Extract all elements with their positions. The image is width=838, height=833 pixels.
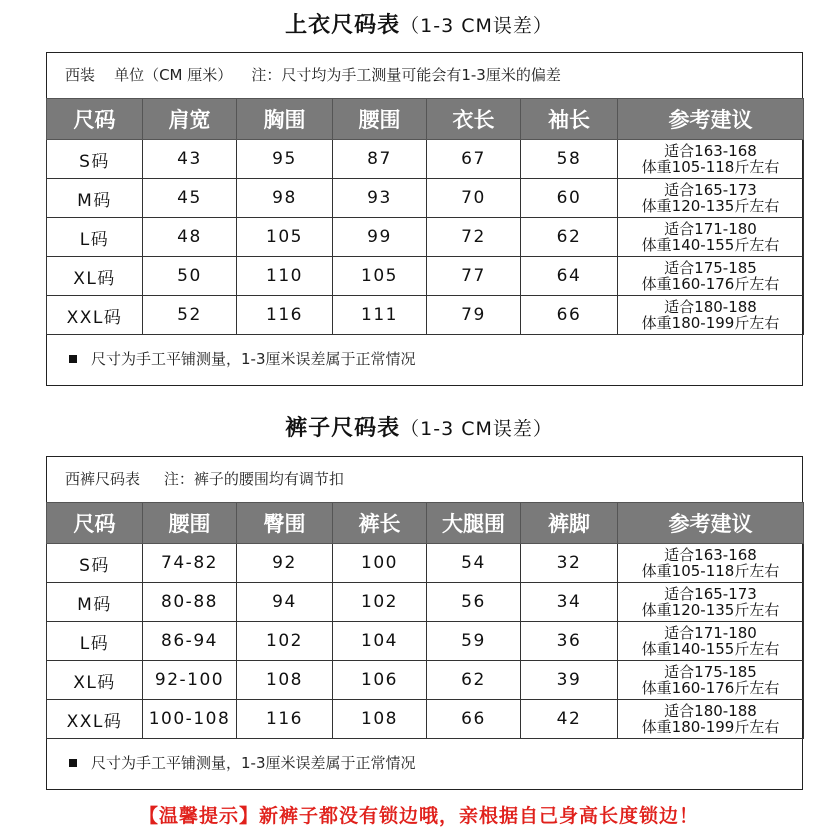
pants-title-text: 裤子尺码表 [285, 416, 401, 441]
value-cell: 54 [427, 544, 521, 583]
value-cell: 102 [237, 622, 333, 661]
value-cell: 66 [521, 296, 618, 335]
bullet-square-icon [69, 355, 77, 363]
value-cell: 108 [237, 661, 333, 700]
warm-tip: 【温馨提示】新裤子都没有锁边哦，亲根据自己身高长度锁边！ [138, 805, 699, 827]
value-cell: 34 [521, 583, 618, 622]
size-cell: L码 [47, 218, 143, 257]
header-sleeve: 袖长 [521, 99, 618, 140]
value-cell: 105 [237, 218, 333, 257]
table-row [47, 700, 804, 739]
table-row [47, 661, 804, 700]
advice-cell [618, 140, 804, 179]
header-shoulder: 肩宽 [143, 99, 237, 140]
value-cell: 79 [427, 296, 521, 335]
jacket-footnote [47, 335, 802, 383]
advice-weight: 体重140-155斤左右 [641, 236, 780, 254]
size-cell: L码 [47, 622, 143, 661]
table-row [47, 296, 804, 335]
size-cell: XL码 [47, 661, 143, 700]
advice-weight: 体重105-118斤左右 [641, 562, 780, 580]
advice-cell [618, 296, 804, 335]
value-cell: 93 [333, 179, 427, 218]
size-cell: S码 [47, 140, 143, 179]
value-cell: 98 [237, 179, 333, 218]
header-size: 尺码 [47, 503, 143, 544]
header-pants-length: 裤长 [333, 503, 427, 544]
value-cell: 80-88 [143, 583, 237, 622]
size-cell: XL码 [47, 257, 143, 296]
advice-height: 适合171-180 [664, 220, 757, 238]
value-cell: 32 [521, 544, 618, 583]
jacket-size-chart [46, 52, 803, 386]
value-cell: 64 [521, 257, 618, 296]
header-hip: 臀围 [237, 503, 333, 544]
value-cell: 100 [333, 544, 427, 583]
advice-cell [618, 583, 804, 622]
advice-height: 适合180-188 [664, 702, 757, 720]
header-size: 尺码 [47, 99, 143, 140]
value-cell: 72 [427, 218, 521, 257]
size-cell: XXL码 [47, 296, 143, 335]
advice-cell [618, 622, 804, 661]
value-cell: 99 [333, 218, 427, 257]
size-cell: S码 [47, 544, 143, 583]
value-cell: 108 [333, 700, 427, 739]
advice-cell [618, 700, 804, 739]
value-cell: 111 [333, 296, 427, 335]
value-cell: 43 [143, 140, 237, 179]
advice-weight: 体重180-199斤左右 [641, 314, 780, 332]
jacket-title-subtitle: （1-3 CM误差） [400, 15, 553, 37]
value-cell: 45 [143, 179, 237, 218]
table-row [47, 257, 804, 296]
value-cell: 94 [237, 583, 333, 622]
table-header-row [47, 503, 804, 544]
value-cell: 104 [333, 622, 427, 661]
value-cell: 100-108 [143, 700, 237, 739]
value-cell: 42 [521, 700, 618, 739]
value-cell: 39 [521, 661, 618, 700]
value-cell: 110 [237, 257, 333, 296]
pants-footnote-text: 尺寸为手工平铺测量，1-3厘米误差属于正常情况 [91, 754, 416, 772]
value-cell: 52 [143, 296, 237, 335]
value-cell: 36 [521, 622, 618, 661]
header-waist: 腰围 [143, 503, 237, 544]
advice-height: 适合180-188 [664, 298, 757, 316]
value-cell: 62 [521, 218, 618, 257]
advice-cell [618, 544, 804, 583]
value-cell: 56 [427, 583, 521, 622]
pants-size-chart-title [0, 411, 838, 442]
jacket-note: 西装 单位（CM 厘米） 注：尺寸均为手工测量可能会有1-3厘米的偏差 [65, 66, 561, 84]
header-length: 衣长 [427, 99, 521, 140]
advice-weight: 体重120-135斤左右 [641, 601, 780, 619]
advice-cell [618, 179, 804, 218]
advice-cell [618, 661, 804, 700]
jacket-size-table [46, 98, 804, 335]
advice-weight: 体重140-155斤左右 [641, 640, 780, 658]
jacket-title-text: 上衣尺码表 [285, 13, 401, 38]
size-cell: XXL码 [47, 700, 143, 739]
value-cell: 86-94 [143, 622, 237, 661]
advice-cell [618, 257, 804, 296]
value-cell: 70 [427, 179, 521, 218]
value-cell: 95 [237, 140, 333, 179]
value-cell: 116 [237, 700, 333, 739]
value-cell: 48 [143, 218, 237, 257]
table-row [47, 218, 804, 257]
value-cell: 67 [427, 140, 521, 179]
pants-title-subtitle: （1-3 CM误差） [400, 418, 553, 440]
header-waist: 腰围 [333, 99, 427, 140]
pants-footnote [47, 739, 802, 787]
advice-height: 适合171-180 [664, 624, 757, 642]
advice-height: 适合165-173 [664, 585, 757, 603]
advice-weight: 体重160-176斤左右 [641, 275, 780, 293]
bullet-square-icon [69, 759, 77, 767]
value-cell: 59 [427, 622, 521, 661]
pants-size-chart [46, 456, 803, 790]
value-cell: 50 [143, 257, 237, 296]
value-cell: 58 [521, 140, 618, 179]
advice-weight: 体重105-118斤左右 [641, 158, 780, 176]
advice-height: 适合175-185 [664, 663, 757, 681]
value-cell: 66 [427, 700, 521, 739]
advice-height: 适合165-173 [664, 181, 757, 199]
value-cell: 105 [333, 257, 427, 296]
jacket-size-chart-title [0, 8, 838, 39]
advice-weight: 体重160-176斤左右 [641, 679, 780, 697]
value-cell: 77 [427, 257, 521, 296]
table-header-row [47, 99, 804, 140]
value-cell: 74-82 [143, 544, 237, 583]
advice-cell [618, 218, 804, 257]
header-thigh: 大腿围 [427, 503, 521, 544]
advice-height: 适合163-168 [664, 546, 757, 564]
value-cell: 62 [427, 661, 521, 700]
advice-weight: 体重180-199斤左右 [641, 718, 780, 736]
value-cell: 92-100 [143, 661, 237, 700]
table-row [47, 179, 804, 218]
value-cell: 116 [237, 296, 333, 335]
value-cell: 102 [333, 583, 427, 622]
table-row [47, 140, 804, 179]
header-chest: 胸围 [237, 99, 333, 140]
value-cell: 87 [333, 140, 427, 179]
header-leg-opening: 裤脚 [521, 503, 618, 544]
value-cell: 60 [521, 179, 618, 218]
size-cell: M码 [47, 179, 143, 218]
advice-height: 适合175-185 [664, 259, 757, 277]
header-advice: 参考建议 [618, 503, 804, 544]
table-row [47, 583, 804, 622]
advice-height: 适合163-168 [664, 142, 757, 160]
pants-size-table [46, 502, 804, 739]
header-advice: 参考建议 [618, 99, 804, 140]
table-row [47, 544, 804, 583]
value-cell: 106 [333, 661, 427, 700]
table-row [47, 622, 804, 661]
advice-weight: 体重120-135斤左右 [641, 197, 780, 215]
value-cell: 92 [237, 544, 333, 583]
size-cell: M码 [47, 583, 143, 622]
jacket-footnote-text: 尺寸为手工平铺测量，1-3厘米误差属于正常情况 [91, 350, 416, 368]
pants-note: 西裤尺码表 注：裤子的腰围均有调节扣 [65, 470, 344, 488]
